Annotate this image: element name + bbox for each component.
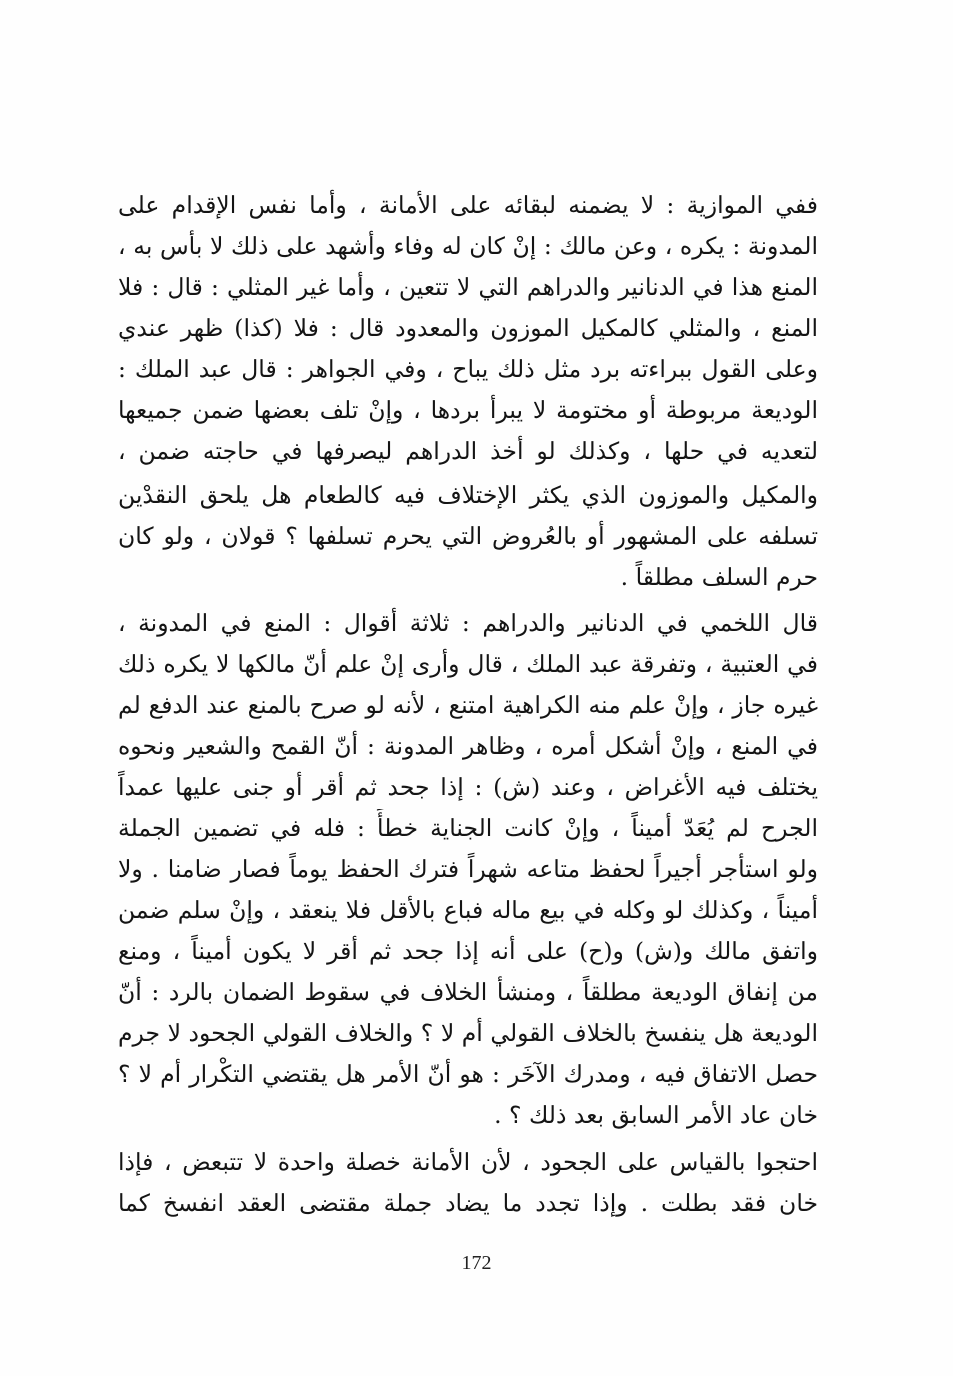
text-line: والمكيل والموزون الذي يكثر الإختلاف فيه كالطعام هل يلحق النقدْين	[118, 481, 818, 509]
text-line: المنع هذا في الدنانير والدراهم التي لا تتعين ، وأما غير المثلي : قال : فلا	[118, 273, 818, 301]
text-line: خان فقد بطلت . وإذا تجدد ما يضاد جملة مقتضى العقد انفسخ كما	[118, 1189, 818, 1217]
text-line: وعلى القول ببراءته برد مثل ذلك يباح ، وفي الجواهر : قال عبد الملك :	[118, 355, 818, 383]
text-line: أميناً ، وكذلك لو وكله في بيع ماله فباع بالأقل فلا ينعقد ، وإنْ سلم ضمن	[118, 896, 818, 924]
text-line: يختلف فيه الأغراض ، وعند (ش) : إذا جحد ثم أقر أو جنى عليها عمداً	[118, 773, 818, 801]
text-line: حرم السلف مطلقاً .	[620, 563, 818, 591]
text-line: قال اللخمي في الدنانير والدراهم : ثلاثة أقوال : المنع في المدونة ،	[118, 609, 818, 637]
text-line: غيره جاز ، وإنْ علم منه الكراهية امتنع ، لأنه لو صرح بالمنع عند الدفع لم	[118, 691, 818, 719]
text-line: لتعديه في حلها ، وكذلك لو أخذ الدراهم ليصرفها في حاجته ضمن ،	[118, 437, 818, 465]
page-number: 172	[461, 1252, 492, 1274]
text-line: الوديعة هل ينفسخ بالخلاف القولي أم لا ؟ والخلاف القولي الجحود لا جرم	[118, 1019, 818, 1047]
text-line: في العتبية ، وتفرقة عبد الملك ، قال وأرى إنْ علم أنّ مالكها لا يكره ذلك	[118, 650, 818, 678]
text-line: الجرح لم يُعَدّ أميناً ، وإنْ كانت الجناية خطأً : فله في تضمين الجملة	[118, 814, 818, 842]
text-line: واتفق مالك و(ش) و(ح) على أنه إذا جحد ثم أقر لا يكون أميناً ، ومنع	[118, 937, 818, 965]
text-line: الوديعة مربوطة أو مختومة لا يبرأ بردها ، وإنْ تلف بعضها ضمن جميعها	[118, 396, 818, 424]
text-line: تسلفه على المشهور أو بالعُروض التي يحرم تسلفها ؟ قولان ، ولو كان	[118, 522, 818, 550]
text-line: حصل الاتفاق فيه ، ومدرك الآخَر : هو أنّ الأمر هل يقتضي التكْرار أم لا ؟	[118, 1060, 818, 1088]
text-line: في المنع ، وإنْ أشكل أمره ، وظاهر المدونة : أنّ القمح والشعير ونحوه	[118, 732, 818, 760]
text-line: ولو استأجر أجيراً لحفظ متاعه شهراً فترك الحفظ يوماً فصار ضامنا . ولا	[118, 855, 818, 883]
text-line: ففي الموازية : لا يضمنه لبقائه على الأمانة ، وأما نفس الإقدام على	[118, 191, 818, 219]
text-line: المدونة : يكره ، وعن مالك : إنْ كان له وفاء وأشهد على ذلك لا بأس به ،	[118, 232, 818, 260]
text-line: المنع ، والمثلي كالمكيل الموزون والمعدود قال : فلا (كذا) ظهر عندي	[118, 314, 818, 342]
text-line: من إنفاق الوديعة مطلقاً ، ومنشأ الخلاف في سقوط الضمان بالرد : أنّ	[118, 978, 818, 1006]
text-line: خان عاد الأمر السابق بعد ذلك ؟ .	[494, 1101, 818, 1129]
text-line: احتجوا بالقياس على الجحود ، لأن الأمانة خصلة واحدة لا تتبعض ، فإذا	[118, 1148, 818, 1176]
